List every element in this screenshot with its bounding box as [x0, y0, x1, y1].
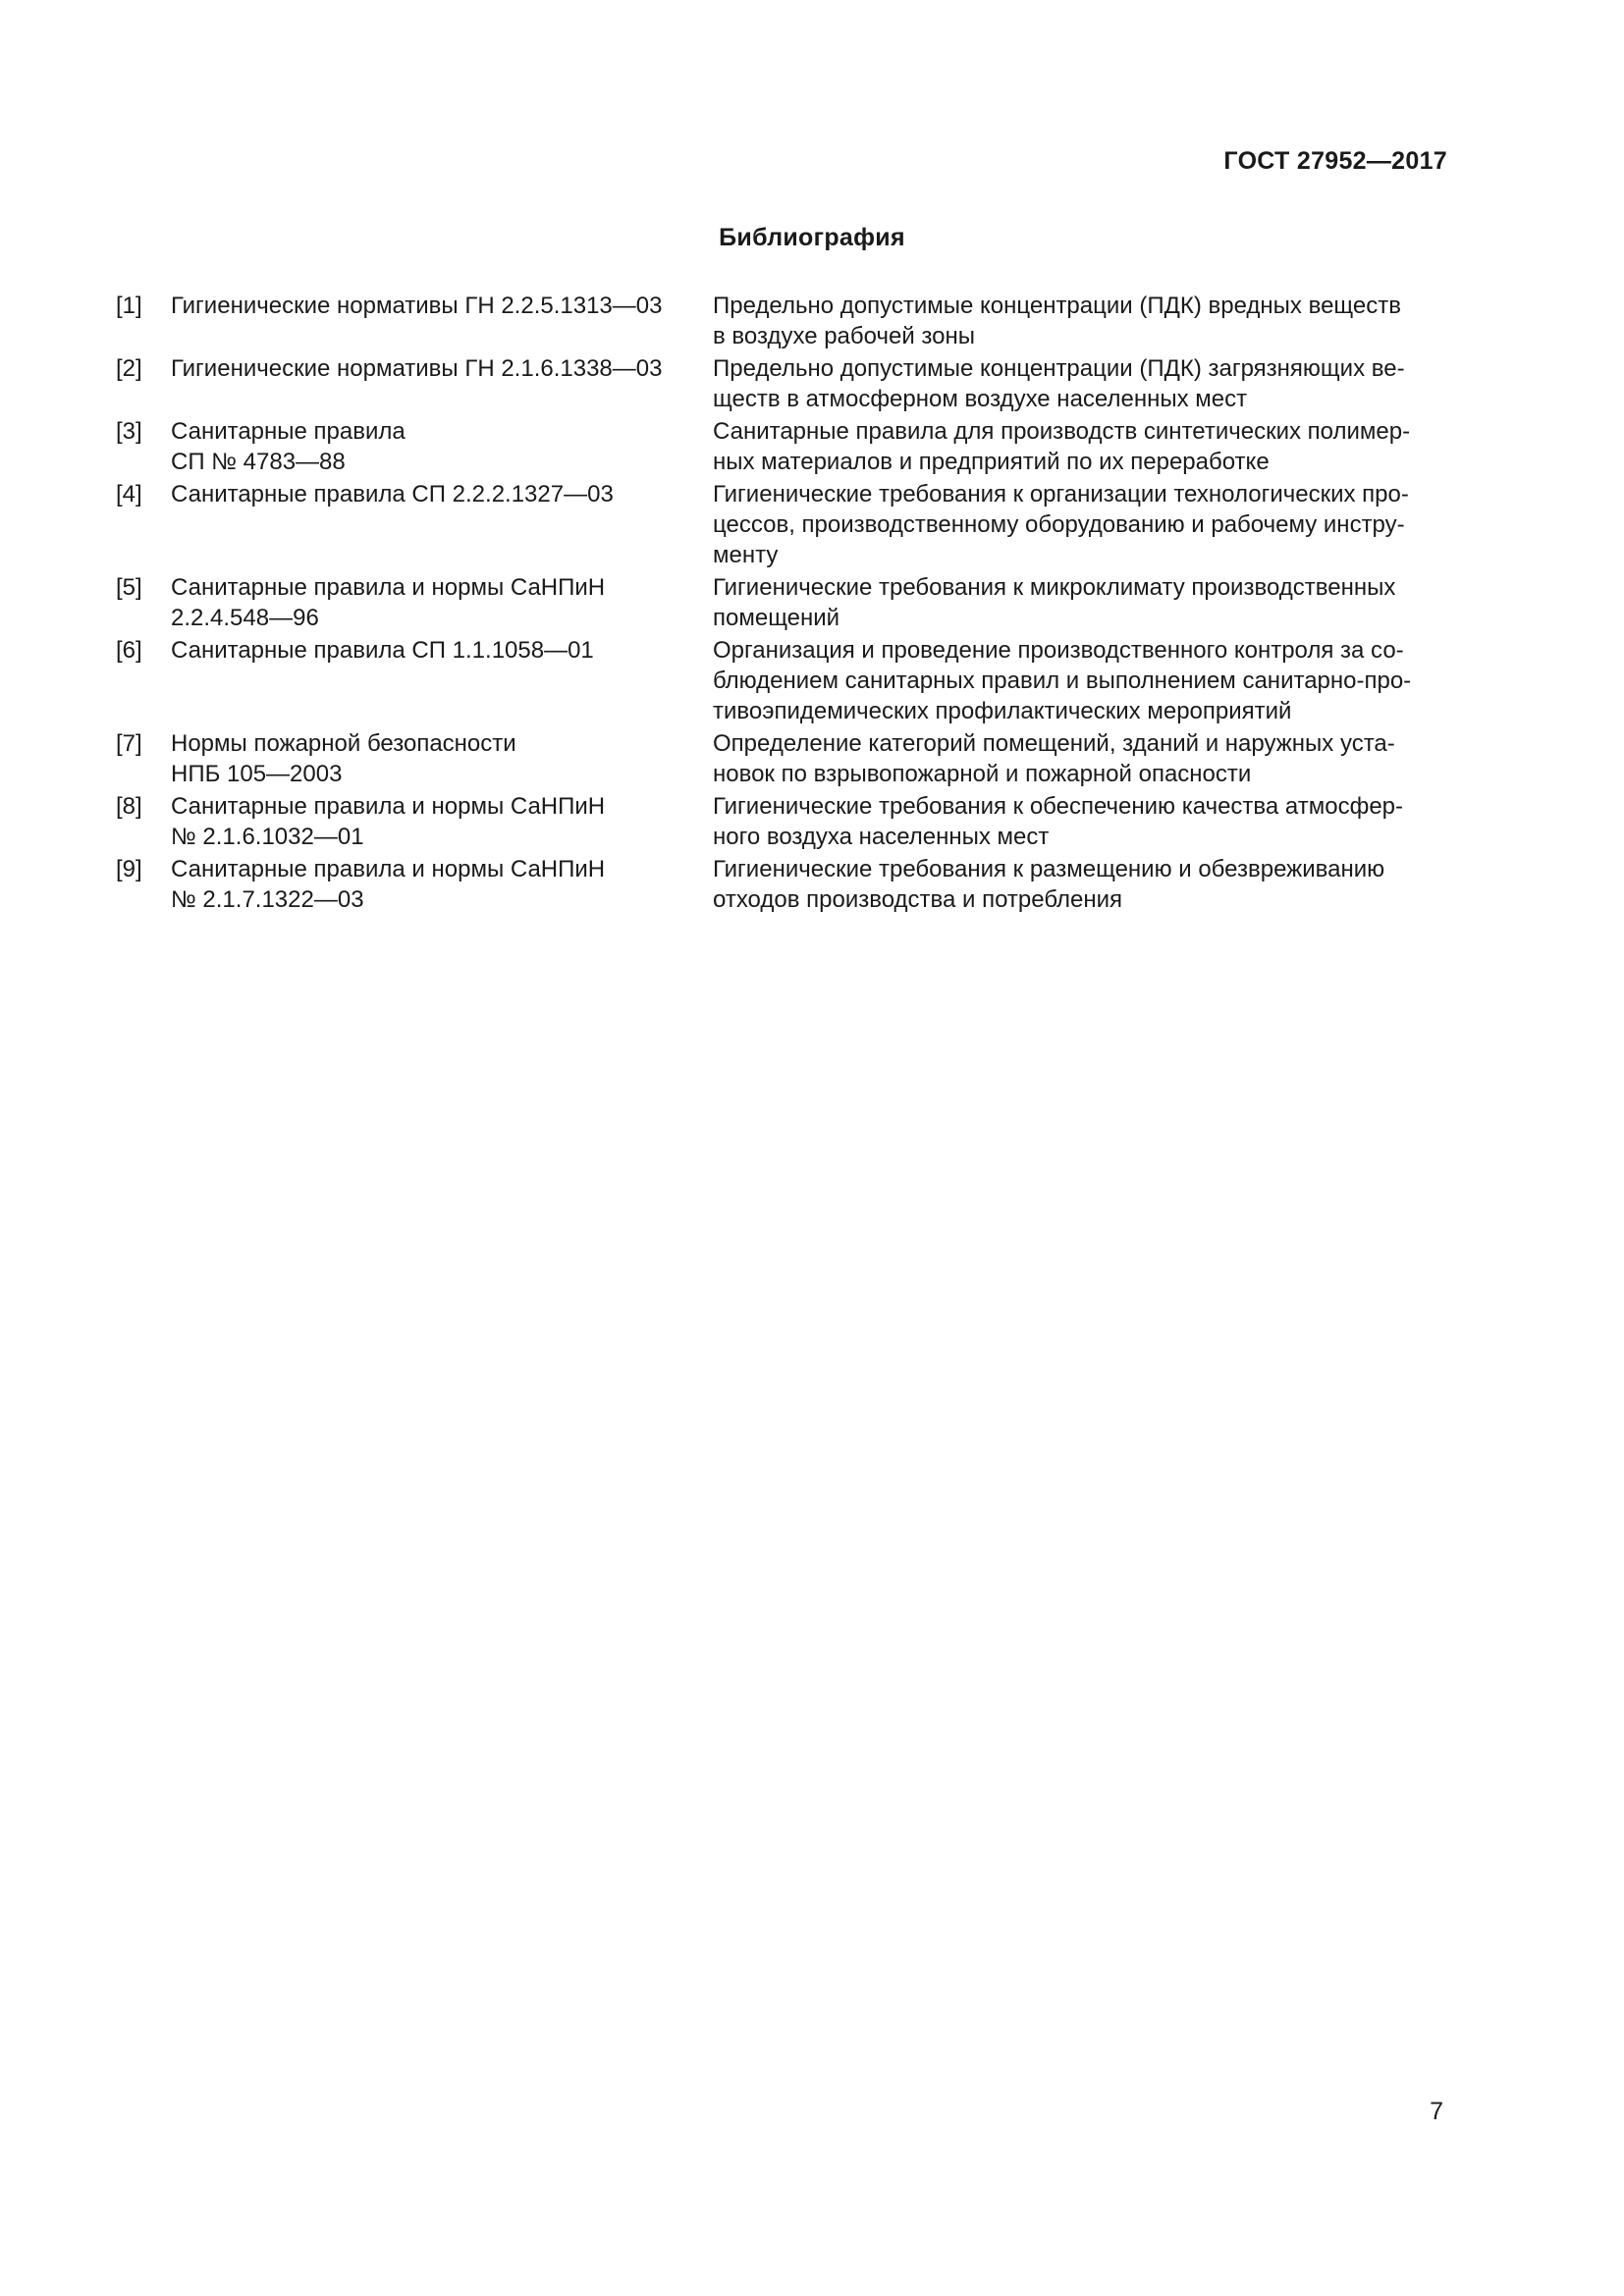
bibliography-entry [116, 291, 1447, 351]
entry-number: [3] [116, 418, 142, 445]
title-line: цессов, производственному оборудованию и рабочему инстру- [713, 511, 1405, 538]
title-line: блюдением санитарных правил и выполнением санитарно-про- [713, 667, 1412, 694]
document-line: № 2.1.6.1032—01 [171, 824, 364, 850]
title-line: Организация и проведение производственного контроля за со- [713, 637, 1404, 664]
title-line: в воздухе рабочей зоны [713, 323, 975, 349]
bibliography-entry [116, 416, 1447, 477]
bibliography-entry [116, 728, 1447, 789]
entry-title [713, 353, 1447, 414]
bibliography-entry [116, 353, 1447, 414]
entry-number: [9] [116, 856, 142, 882]
entry-number: [4] [116, 481, 142, 507]
entry-document [171, 416, 713, 477]
entry-title [713, 416, 1447, 477]
title-line: Гигиенические требования к микроклимату производственных [713, 574, 1396, 601]
title-line: ществ в атмосферном воздухе населенных мест [713, 386, 1248, 412]
entry-document [171, 635, 713, 726]
document-line: Нормы пожарной безопасности [171, 730, 516, 757]
title-line: новок по взрывопожарной и пожарной опасности [713, 761, 1252, 787]
title-line: Гигиенические требования к обеспечению качества атмосфер- [713, 793, 1404, 820]
title-line: ного воздуха населенных мест [713, 824, 1050, 850]
title-line: помещений [713, 605, 840, 631]
title-line: ных материалов и предприятий по их переработке [713, 449, 1270, 475]
title-line: Предельно допустимые концентрации (ПДК) вредных веществ [713, 293, 1401, 319]
title-line: Предельно допустимые концентрации (ПДК) загрязняющих ве- [713, 355, 1405, 382]
document-line: Санитарные правила СП 1.1.1058—01 [171, 637, 594, 664]
title-line: Гигиенические требования к организации технологических про- [713, 481, 1409, 507]
page-number: 7 [1430, 2098, 1443, 2125]
entry-number: [8] [116, 793, 142, 820]
bibliography-entry [116, 479, 1447, 570]
entry-title [713, 635, 1447, 726]
entry-document [171, 479, 713, 570]
title-line: Определение категорий помещений, зданий и наружных уста- [713, 730, 1395, 757]
entry-document [171, 791, 713, 852]
title-line: менту [713, 542, 779, 568]
document-line: Санитарные правила СП 2.2.2.1327—03 [171, 481, 614, 507]
entry-number: [6] [116, 637, 142, 664]
document-line: Санитарные правила и нормы СаНПиН [171, 856, 606, 882]
entry-document [171, 728, 713, 789]
bibliography-entry [116, 854, 1447, 915]
entry-document [171, 854, 713, 915]
document-line: № 2.1.7.1322—03 [171, 886, 364, 913]
document-line: Гигиенические нормативы ГН 2.1.6.1338—03 [171, 355, 663, 382]
entry-number: [5] [116, 574, 142, 601]
bibliography-entry [116, 635, 1447, 726]
document-line: Санитарные правила и нормы СаНПиН [171, 793, 606, 820]
entry-number: [7] [116, 730, 142, 757]
entry-title [713, 854, 1447, 915]
entry-document [171, 353, 713, 414]
entry-document [171, 291, 713, 351]
bibliography-list [116, 291, 1447, 917]
document-line: НПБ 105—2003 [171, 761, 343, 787]
document-code: ГОСТ 27952—2017 [1223, 147, 1447, 175]
entry-document [171, 572, 713, 633]
entry-number: [2] [116, 355, 142, 382]
entry-number: [1] [116, 293, 142, 319]
document-line: СП № 4783—88 [171, 449, 346, 475]
title-line: тивоэпидемических профилактических мероприятий [713, 698, 1292, 724]
entry-title [713, 791, 1447, 852]
bibliography-entry [116, 572, 1447, 633]
title-line: Гигиенические требования к размещению и обезвреживанию [713, 856, 1385, 882]
title-line: Санитарные правила для производств синтетических полимер- [713, 418, 1411, 445]
document-line: Гигиенические нормативы ГН 2.2.5.1313—03 [171, 293, 663, 319]
entry-title [713, 728, 1447, 789]
bibliography-entry [116, 791, 1447, 852]
document-line: 2.2.4.548—96 [171, 605, 319, 631]
section-title: Библиография [719, 224, 905, 251]
title-line: отходов производства и потребления [713, 886, 1123, 913]
entry-title [713, 572, 1447, 633]
entry-title [713, 479, 1447, 570]
document-line: Санитарные правила и нормы СаНПиН [171, 574, 606, 601]
document-line: Санитарные правила [171, 418, 406, 445]
entry-title [713, 291, 1447, 351]
